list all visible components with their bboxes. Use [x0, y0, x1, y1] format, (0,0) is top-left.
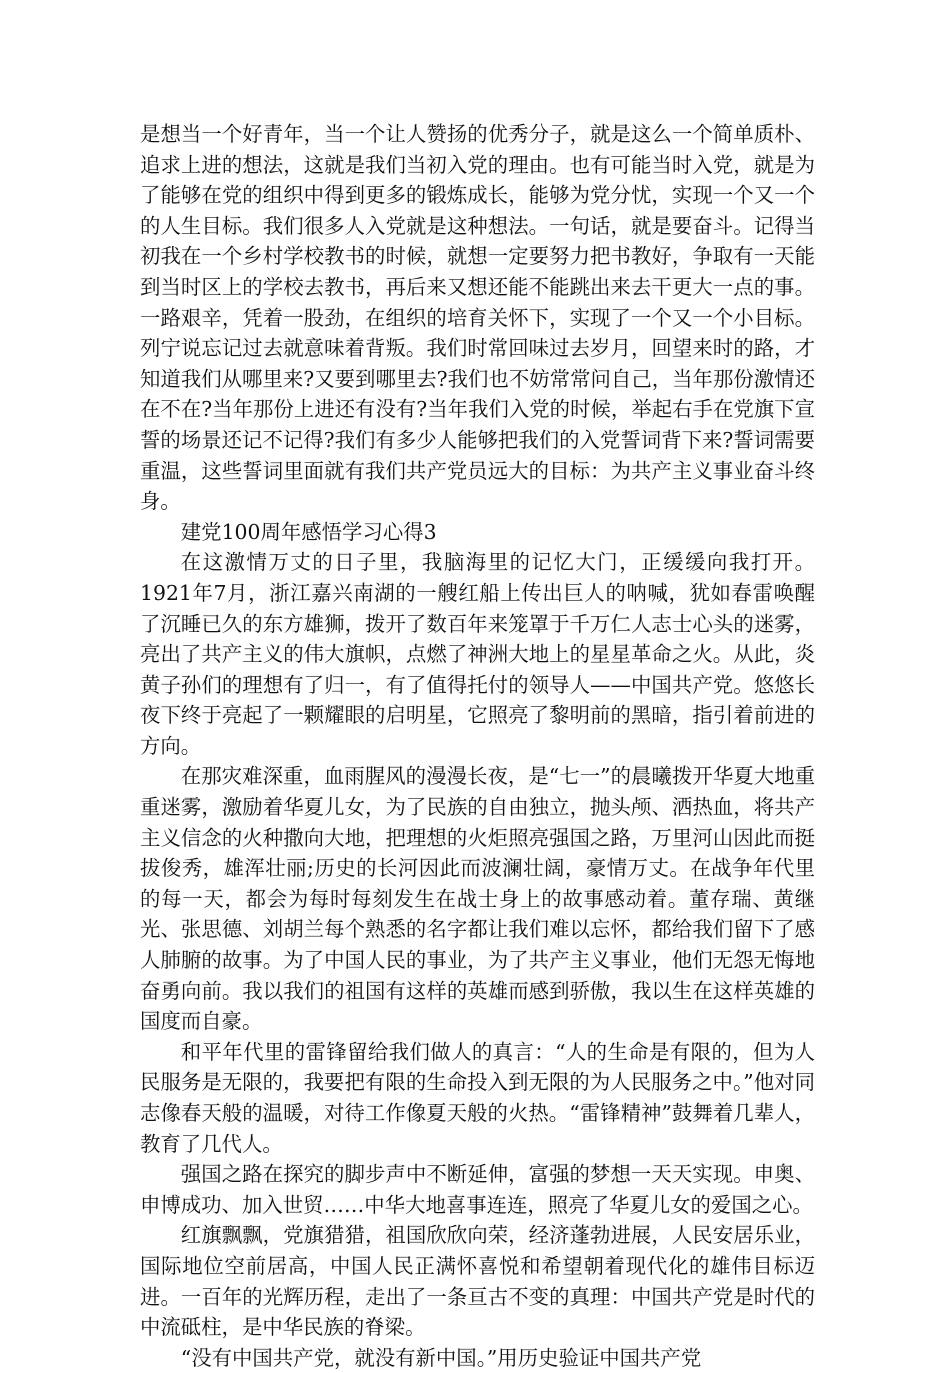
intro-paragraph: 是想当一个好青年，当一个让人赞扬的优秀分子，就是这么一个简单质朴、追求上进的想法，这就是我们当初入党的理由。也有可能当时入党，就是为了能够在党的组织中得到更多的锻炼成长，能够为党分忧，实现一个又一个的人生目标。我们很多人入党就是这种想法。一句话，就是要奋斗。记得当初我在一个乡村学校教书的时候，就想一定要努力把书教好，争取有一天能到当时区上的学校去教书，再后来又想还能不能跳出来去干更大一点的事。一路艰辛，凭着一股劲，在组织的培育关怀下，实现了一个又一个小目标。列宁说忘记过去就意味着背叛。我们时常回味过去岁月，回望来时的路，才知道我们从哪里来?又要到哪里去?我们也不妨常常问自己，当年那份激情还在不在?当年那份上进还有没有?当年我们入党的时候，举起右手在党旗下宣誓的场景还记不记得?我们有多少人能够把我们的入党誓词背下来?誓词需要重温，这些誓词里面就有我们共产党员远大的目标：为共产主义事业奋斗终身。 — [140, 122, 815, 514]
body-paragraph: 强国之路在探究的脚步声中不断延伸，富强的梦想一天天实现。申奥、申博成功、加入世贸……中华大地喜事连连，照亮了华夏儿女的爱国之心。 — [140, 1162, 815, 1217]
body-paragraph: 在这激情万丈的日子里，我脑海里的记忆大门，正缓缓向我打开。1921年7月，浙江嘉兴南湖的一艘红船上传出巨人的呐喊，犹如春雷唤醒了沉睡已久的东方雄狮，拨开了数百年来笼罩于千万仁人志士心头的迷雾，亮出了共产主义的伟大旗帜，点燃了神洲大地上的星星革命之火。从此，炎黄子孙们的理想有了归一，有了值得托付的领导人——中国共产党。悠悠长夜下终于亮起了一颗耀眼的启明星，它照亮了黎明前的黑暗，指引着前进的方向。 — [140, 550, 815, 758]
body-paragraph: 在那灾难深重，血雨腥风的漫漫长夜，是“七一”的晨曦拨开华夏大地重重迷雾，激励着华夏儿女，为了民族的自由独立，抛头颅、洒热血，将共产主义信念的火种撒向大地，把理想的火炬照亮强国之路，万里河山因此而挺拔俊秀，雄浑壮丽;历史的长河因此而波澜壮阔，豪情万丈。在战争年代里的每一天，都会为每时每刻发生在战士身上的故事感动着。董存瑞、黄继光、张思德、刘胡兰每个熟悉的名字都让我们难以忘怀，都给我们留下了感人肺腑的故事。为了中国人民的事业，为了共产主义事业，他们无怨无悔地奋勇向前。我以我们的祖国有这样的英雄而感到骄傲，我以生在这样英雄的国度而自豪。 — [140, 764, 815, 1034]
section-title: 建党100周年感悟学习心得3 — [180, 519, 437, 544]
body-paragraph: “没有中国共产党，就没有新中国。”用历史验证中国共产党 — [180, 1345, 702, 1370]
document-page — [140, 119, 815, 1373]
body-paragraph: 和平年代里的雷锋留给我们做人的真言：“人的生命是有限的，但为人民服务是无限的，我要把有限的生命投入到无限的为人民服务之中。”他对同志像春天般的温暖，对待工作像夏天般的火热。“雷锋精神”鼓舞着几辈人，教育了几代人。 — [140, 1039, 815, 1156]
body-paragraph: 红旗飘飘，党旗猎猎，祖国欣欣向荣，经济蓬勃进展，人民安居乐业，国际地位空前居高，中国人民正满怀喜悦和希望朝着现代化的雄伟目标迈进。一百年的光辉历程，走出了一条亘古不变的真理：中国共产党是时代的中流砥柱，是中华民族的脊梁。 — [140, 1223, 815, 1340]
